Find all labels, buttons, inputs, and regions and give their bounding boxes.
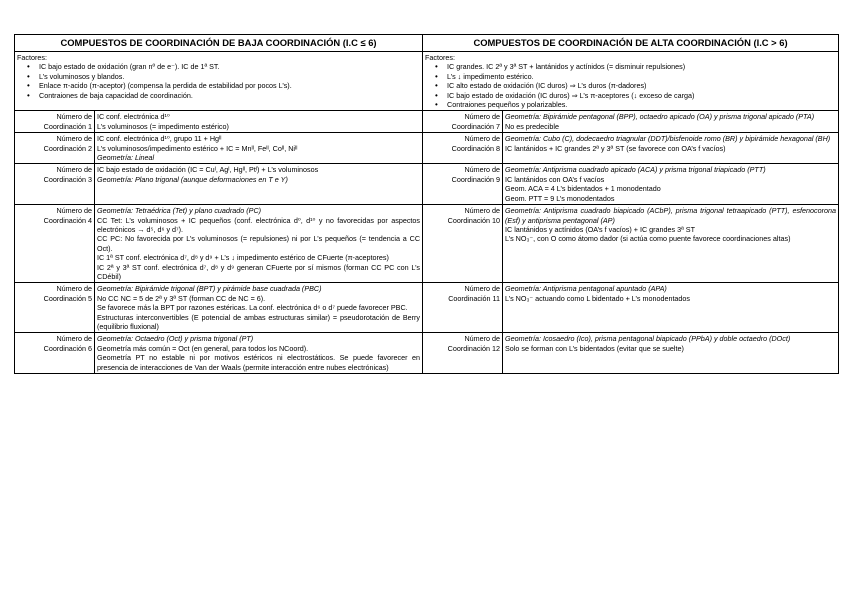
table-row: [15, 164, 839, 205]
row-content-high: [503, 205, 839, 283]
low-factors-cell: [15, 52, 423, 111]
row-label-low: [15, 205, 95, 283]
header-row: [15, 35, 839, 52]
label-line: Coordinación 11: [448, 293, 501, 303]
row-content-low: [95, 164, 423, 205]
content-line: Geom. ACA = 4 L’s bidentados + 1 monodentado: [505, 184, 661, 194]
label-line: Número de: [56, 284, 92, 294]
coordination-table: [14, 34, 839, 374]
content-line: Geometría más común = Oct (en general, para todos los NCoord).: [97, 343, 309, 353]
content-line: IC 1ª ST conf. electrónica d⁷, d⁸ y d⁹ + L’s ↓ impedimento estérico de CFuerte (π-aceptores): [97, 253, 389, 263]
content-line: IC bajo estado de oxidación (IC = Cuᴵ, Agᴵ, Hgᴵᴵ, Ptᴵ) + L’s voluminosos: [97, 165, 319, 175]
label-line: Número de: [56, 334, 92, 344]
label-line: Coordinación 12: [447, 343, 501, 353]
low-factor-item: • IC bajo estado de oxidación (gran nº de e⁻). IC de 1ª ST.: [39, 62, 420, 71]
geometry-line: Geometría: Plano trigonal (aunque deformaciones en T e Y): [97, 174, 288, 184]
geometry-line: Geometría: Icosaedro (Ico), prisma pentagonal biapicado (PPbA) y doble octaedro (DOct): [505, 334, 791, 344]
content-line: Estructuras interconvertibles (E potencial de ambas estructuras similar) = pseudorotación de Berry (equilibrio fluxional): [97, 312, 421, 331]
geometry-line: Geometría: Antiprisma pentagonal apuntado (APA): [505, 284, 667, 294]
label-line: Número de: [56, 112, 92, 122]
geometry-line: Geometría: Tetraédrica (Tet) y plano cuadrado (PC): [97, 206, 262, 216]
geometry-line: Geometría: Bipirámide trigonal (BPT) y pirámide base cuadrada (PBC): [97, 284, 322, 294]
factors-row: [15, 52, 839, 111]
row-label-low: [15, 164, 95, 205]
row-content-low: [95, 205, 423, 283]
row-label-high: [423, 283, 503, 333]
high-factor-item: • IC alto estado de oxidación (IC duros) ⇒ L’s duros (π-dadores): [447, 81, 836, 90]
table-row: [15, 283, 839, 333]
label-line: Coordinación 9: [451, 174, 501, 184]
content-line: IC conf. electrónica d¹⁰: [97, 112, 170, 122]
label-line: Número de: [56, 134, 92, 144]
row-content-high: [503, 164, 839, 205]
label-line: Coordinación 5: [43, 293, 92, 303]
row-content-high: [503, 111, 839, 133]
content-line: L’s NO₃⁻, con O como átomo dador (si actúa como puente favorece coordinaciones altas): [505, 234, 791, 244]
row-content-low: [95, 283, 423, 333]
label-line: Número de: [56, 206, 92, 216]
label-line: Número de: [464, 134, 501, 144]
row-label-high: [423, 333, 503, 374]
high-factors-list: [425, 62, 836, 109]
content-line: No es predecible: [505, 121, 559, 131]
label-line: Coordinación 3: [43, 174, 92, 184]
label-line: Número de: [464, 206, 501, 216]
row-content-low: [95, 133, 423, 164]
label-line: Coordinación 4: [43, 215, 92, 225]
low-factor-item: • Enlace π-acido (π-aceptor) (compensa la perdida de estabilidad por pocos L’s).: [39, 81, 420, 90]
label-line: Coordinación 2: [43, 143, 92, 153]
content-line: Geometría PT no estable ni por motivos estéricos ni electrostáticos. Se puede favorecer en presencia de interacciones de Van der Waals (permite interacción entre nubes electrónicas): [97, 353, 421, 372]
content-line: L’s voluminosos (= impedimento estérico): [97, 121, 229, 131]
content-line: IC lantánidos + IC grandes 2ª y 3ª ST (se favorece con OA’s f vacíos): [505, 143, 726, 153]
geometry-line: Geometría: Cubo (C), dodecaedro triagnular (DDT)/bisfenoide romo (BR) y bipirámide hexagonal (BH): [505, 134, 831, 144]
row-label-high: [423, 205, 503, 283]
label-line: Coordinación 6: [43, 343, 92, 353]
content-line: IC lantánidos con OA’s f vacíos: [505, 174, 605, 184]
content-line: CC PC: No favorecida por L’s voluminosos (= repulsiones) ni por L’s pequeños (= tendencia a CC Oct).: [97, 234, 421, 253]
label-line: Número de: [464, 112, 501, 122]
row-content-low: [95, 111, 423, 133]
low-factors-list: [17, 62, 420, 100]
content-line: Se favorece más la BPT por razones estéricas. La conf. electrónica d⁶ o d⁷ puede favorecer PBC.: [97, 303, 408, 313]
high-factor-item: • Contraiones pequeños y polarizables.: [447, 100, 836, 109]
row-label-low: [15, 333, 95, 374]
content-line: L’s voluminosos/impedimento estérico + IC = Mnᴵᴵ, Feᴵᴵ, Coᴵᴵ, Niᴵᴵ: [97, 143, 298, 153]
row-content-high: [503, 283, 839, 333]
label-line: Coordinación 1: [43, 121, 92, 131]
high-factor-item: • IC grandes. IC 2ª y 3ª ST + lantánidos y actínidos (= disminuir repulsiones): [447, 62, 836, 71]
table-row: [15, 333, 839, 374]
geometry-line: Geometría: Bipirámide pentagonal (BPP), octaedro apicado (OA) y prisma trigonal apicado (PTA): [505, 112, 815, 122]
high-factor-item: • L’s ↓ impedimento estérico.: [447, 72, 836, 81]
low-factor-item: • Contraiones de baja capacidad de coordinación.: [39, 91, 420, 100]
row-content-high: [503, 133, 839, 164]
label-line: Coordinación 7: [451, 121, 501, 131]
content-line: No CC NC = 5 de 2ª y 3ª ST (forman CC de NC = 6).: [97, 293, 266, 303]
content-line: CC Tet: L’s voluminosos + IC pequeños (conf. electrónica d⁰, d¹⁰ y no favorecidas por aspectos electrónicos → d⁵, d⁶ y d⁷).: [97, 215, 421, 234]
geometry-line: Geometría: Octaedro (Oct) y prisma trigonal (PT): [97, 334, 254, 344]
geometry-line: Geometría: Antiprisma cuadrado biapicado (ACbP), prisma trigonal tetraapicado (PTT), esfenocorona (Esf) y antiprisma pentagonal (AP): [505, 206, 837, 225]
label-line: Número de: [464, 334, 501, 344]
content-line: IC 2ª y 3ª ST conf. electrónica d⁷, d⁸ y d⁹ generan CFuerte por sí mismos (forman CC PC con L’s CDébil): [97, 262, 421, 281]
low-factors-title: Factores:: [17, 53, 47, 62]
label-line: Coordinación 8: [451, 143, 501, 153]
table-row: [15, 111, 839, 133]
row-label-low: [15, 111, 95, 133]
row-label-high: [423, 133, 503, 164]
label-line: Coordinación 10: [447, 215, 501, 225]
low-factor-item: • L’s voluminosos y blandos.: [39, 72, 420, 81]
high-factors-title: Factores:: [425, 53, 455, 62]
row-label-high: [423, 111, 503, 133]
content-line: IC lantánidos y actínidos (OA’s f vacíos) + IC grandes 3ª ST: [505, 224, 695, 234]
low-coordination-header: COMPUESTOS DE COORDINACIÓN DE BAJA COORDINACIÓN (I.C ≤ 6): [15, 35, 423, 52]
content-line: Geom. PTT = 9 L’s monodentados: [505, 193, 615, 203]
table-row: [15, 205, 839, 283]
row-content-low: [95, 333, 423, 374]
row-label-low: [15, 283, 95, 333]
high-factor-item: • IC bajo estado de oxidación (IC duros) ⇒ L’s π-aceptores (↓ exceso de carga): [447, 91, 836, 100]
content-line: Solo se forman con L’s bidentados (evitar que se suelte): [505, 343, 684, 353]
row-content-high: [503, 333, 839, 374]
row-label-high: [423, 164, 503, 205]
content-line: L’s NO₃⁻ actuando como L bidentado + L’s monodentados: [505, 293, 691, 303]
geometry-line: Geometría: Lineal: [97, 153, 155, 163]
high-coordination-header: COMPUESTOS DE COORDINACIÓN DE ALTA COORDINACIÓN (I.C > 6): [423, 35, 839, 52]
content-line: IC conf. electrónica d¹⁰, grupo 11 + Hgᴵᴵ: [97, 134, 222, 144]
row-label-low: [15, 133, 95, 164]
label-line: Número de: [56, 165, 92, 175]
high-factors-cell: [423, 52, 839, 111]
geometry-line: Geometría: Antiprisma cuadrado apicado (ACA) y prisma trigonal triapicado (PTT): [505, 165, 766, 175]
label-line: Número de: [464, 284, 501, 294]
label-line: Número de: [464, 165, 501, 175]
table-row: [15, 133, 839, 164]
